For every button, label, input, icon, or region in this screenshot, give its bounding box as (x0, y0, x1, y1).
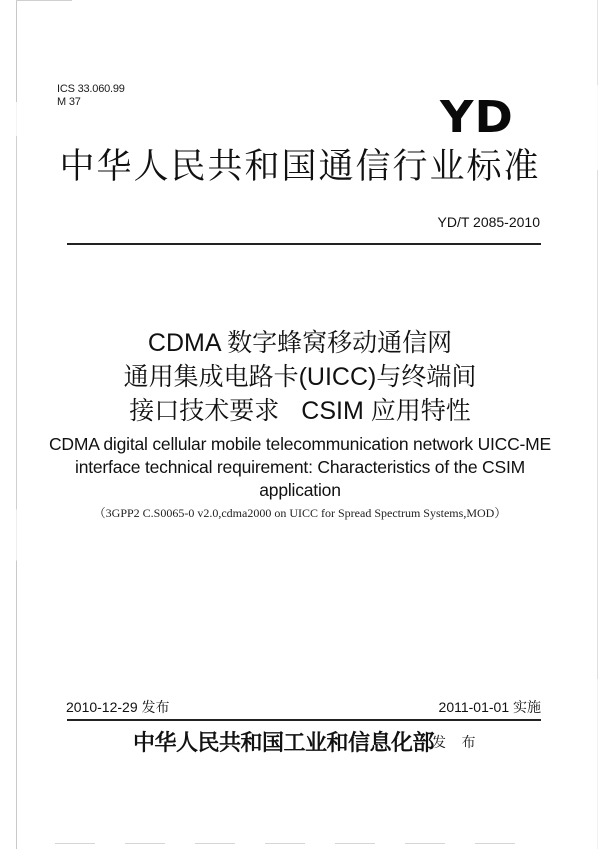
header-divider (67, 243, 541, 245)
title-cn-line-2: 通用集成电路卡(UICC)与终端间 (123, 363, 477, 391)
title-en-line-2: interface technical requirement: Characteristics of the CSIM (75, 457, 525, 477)
standard-number: YD/T 2085-2010 (437, 214, 540, 230)
yd-logo: YD (440, 92, 514, 143)
ics-code: ICS 33.060.99 (57, 83, 125, 95)
implementation-date: 2011-01-01 实施 (438, 699, 541, 715)
scan-border-top (16, 0, 72, 1)
title-cn-line-3 (0, 394, 600, 428)
footer-divider (67, 719, 541, 721)
ccs-code: M 37 (57, 96, 81, 108)
title-cn-line-1: CDMA 数字蜂窝移动通信网 (147, 329, 453, 357)
issue-date: 2010-12-29 发布 (66, 699, 170, 715)
title-en-line-1: CDMA digital cellular mobile telecommunication network UICC-ME (48, 434, 552, 454)
standard-body-title: 中华人民共和国通信行业标准 (59, 147, 541, 186)
classification-codes (57, 83, 125, 109)
title-en-line-3: application (259, 480, 341, 500)
reference-standard: （3GPP2 C.S0065-0 v2.0,cdma2000 on UICC for Spread Spectrum Systems,MOD） (93, 506, 507, 520)
scan-artifacts (55, 843, 535, 844)
issuer-action: 发 布 (432, 736, 482, 751)
title-cn-line-3a: 接口技术要求 (129, 397, 280, 425)
title-cn-line-3b: CSIM 应用特性 (301, 397, 471, 425)
issuer-name: 中华人民共和国工业和信息化部 (133, 730, 435, 755)
